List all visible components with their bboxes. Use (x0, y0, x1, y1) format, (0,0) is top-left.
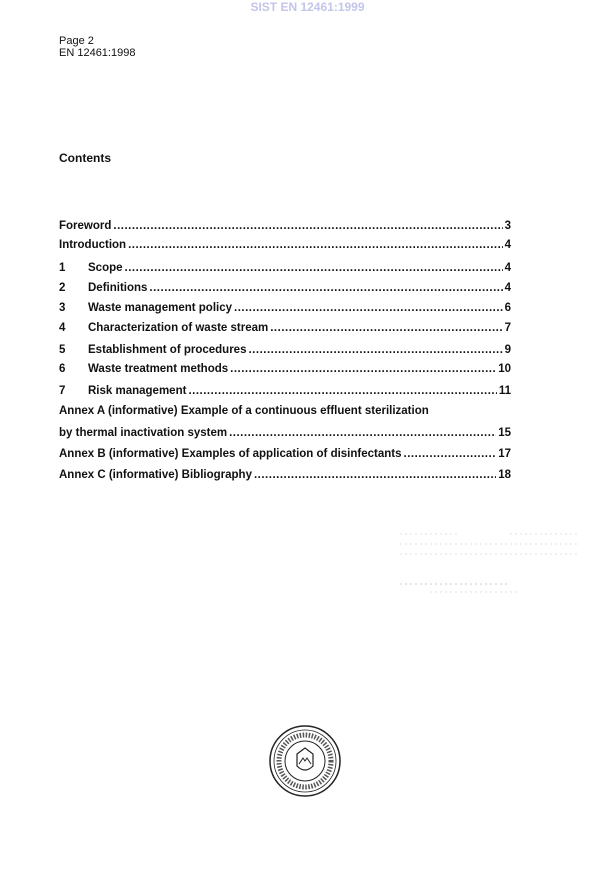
page-number: Page 2 (59, 35, 94, 47)
toc-entry (59, 385, 511, 397)
toc-number: 2 (59, 282, 66, 294)
toc-label: Foreword (59, 220, 112, 232)
toc-entry (59, 262, 511, 274)
toc-page: 3 (504, 220, 511, 232)
toc-label: Introduction (59, 239, 127, 251)
toc-entry (59, 239, 511, 251)
toc-number: 5 (59, 344, 66, 356)
faded-stamp (400, 520, 580, 600)
toc-entry-annex-a-cont (59, 427, 511, 439)
toc-entry (59, 322, 511, 334)
toc-label: by thermal inactivation system (59, 427, 228, 439)
toc-label: Scope (88, 262, 123, 274)
toc-label: Establishment of procedures (88, 344, 247, 356)
toc-page: 18 (498, 469, 511, 481)
toc-entry-annex-b (59, 448, 511, 460)
official-seal (268, 724, 342, 798)
toc-entry (59, 282, 511, 294)
toc-entry (59, 344, 511, 356)
toc-page: 10 (498, 363, 511, 375)
toc-label: Annex B (informative) Examples of application of disinfectants (59, 448, 402, 460)
toc-page: 4 (504, 239, 511, 251)
toc-label: Annex A (informative) Example of a continuous effluent sterilization (59, 405, 429, 417)
toc-page: 4 (504, 282, 511, 294)
standard-id: EN 12461:1998 (59, 47, 136, 59)
toc-number: 6 (59, 363, 66, 375)
toc-entry-annex-a (59, 405, 511, 417)
contents-title: Contents (59, 151, 111, 165)
toc-label: Risk management (88, 385, 187, 397)
toc-entry (59, 220, 511, 232)
toc-entry (59, 302, 511, 314)
toc-number: 1 (59, 262, 66, 274)
toc-page: 6 (504, 302, 511, 314)
toc-entry (59, 363, 511, 375)
toc-number: 3 (59, 302, 66, 314)
toc-page: 11 (498, 385, 511, 397)
page-header (59, 35, 135, 59)
toc-entry-annex-c (59, 469, 511, 481)
toc-label: Waste management policy (88, 302, 233, 314)
toc-label: Annex C (informative) Bibliography (59, 469, 252, 481)
toc-label: Waste treatment methods (88, 363, 229, 375)
toc-page: 9 (504, 344, 511, 356)
toc-page: 17 (498, 448, 511, 460)
watermark: SIST EN 12461:1999 (250, 0, 365, 14)
toc-number: 7 (59, 385, 66, 397)
toc-page: 4 (504, 262, 511, 274)
toc-page: 15 (498, 427, 511, 439)
toc-page: 7 (504, 322, 511, 334)
toc-label: Characterization of waste stream (88, 322, 269, 334)
toc-label: Definitions (88, 282, 148, 294)
toc-number: 4 (59, 322, 66, 334)
